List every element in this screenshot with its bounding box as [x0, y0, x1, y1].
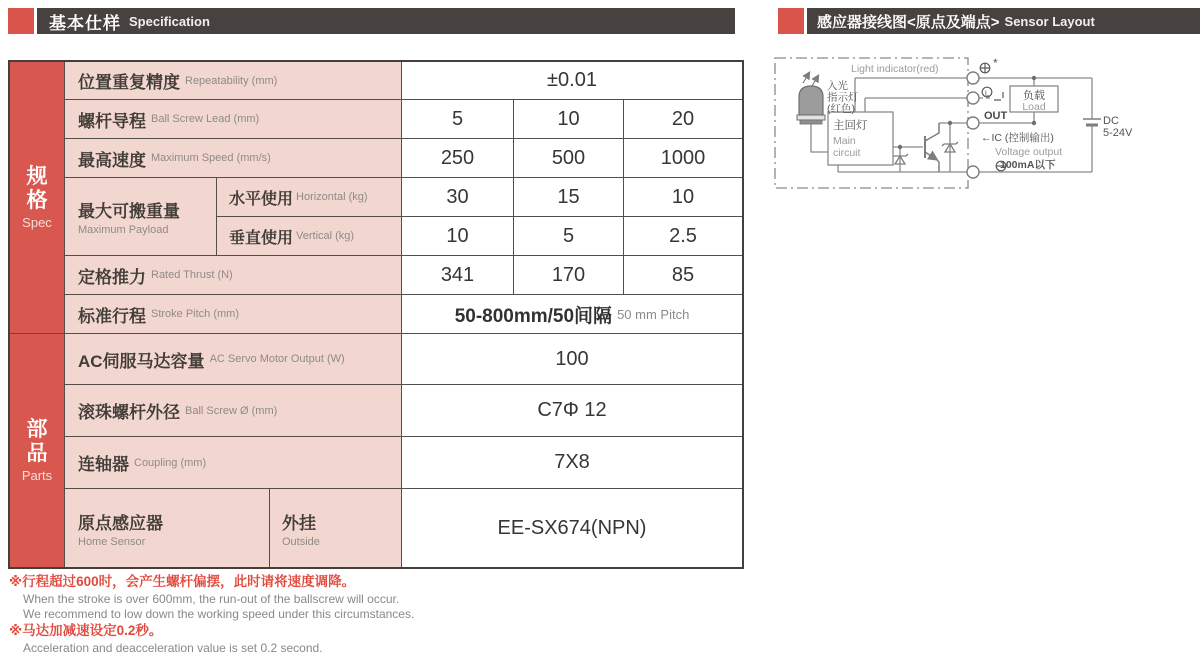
label-en: Repeatability (mm)	[185, 74, 278, 87]
row-coupling-value: 7X8	[402, 437, 742, 489]
in-light-label-3: (红色)	[827, 103, 855, 115]
stroke-value-main: 50-800mm/50间隔	[454, 305, 613, 327]
thrust-value-2: 170	[514, 256, 624, 295]
sensor-layout-title-en: Sensor Layout	[1004, 13, 1095, 29]
row-home-sensor-label	[65, 489, 402, 567]
note-accel-cn: ※马达加减速设定0.2秒。	[9, 623, 163, 639]
row-stroke-value	[402, 295, 742, 334]
transistor-symbol	[925, 123, 939, 172]
specification-table	[8, 60, 744, 569]
label-cn: 最高速度	[78, 150, 146, 170]
label-en: Coupling (mm)	[134, 456, 207, 469]
row-thrust-label	[65, 256, 402, 295]
label-cn: 原点感应器	[78, 513, 163, 533]
row-coupling-label	[65, 437, 402, 489]
in-light-label-1: 入光	[827, 80, 848, 92]
payload-horizontal-label	[217, 178, 402, 217]
label-cn: 位置重复精度	[78, 73, 180, 92]
payload-v-value-1: 10	[402, 217, 514, 256]
main-circuit-cn: 主回灯	[833, 120, 868, 132]
label-en: Rated Thrust (N)	[151, 269, 233, 281]
row-payload-label	[65, 178, 217, 256]
current-limit-label: 100mA以下	[1000, 159, 1056, 171]
thrust-value-1: 341	[402, 256, 514, 295]
payload-v-value-2: 5	[514, 217, 624, 256]
specification-title-cn: 基本仕样	[49, 13, 121, 33]
sensor-layout-title-cn: 感应器接线图<原点及端点>	[817, 13, 1000, 31]
note-stroke-cn: ※行程超过600时，会产生螺杆偏摆，此时请将速度调降。	[9, 574, 356, 589]
dc-label-2: 5-24V	[1103, 127, 1133, 139]
payload-v-value-3: 2.5	[624, 217, 742, 256]
label-en: Ball Screw Lead (mm)	[151, 113, 260, 125]
row-repeatability-label	[65, 62, 402, 100]
note-stroke-en-2: We recommend to low down the working speed under this circumstances.	[23, 607, 415, 622]
light-ray-arrows	[803, 73, 818, 86]
lead-value-2: 10	[514, 100, 624, 139]
stroke-value-sub: 50 mm Pitch	[617, 306, 690, 322]
accent-square-right	[778, 8, 804, 34]
main-circuit-en1: Main	[833, 135, 856, 147]
label-en: Horizontal (kg)	[296, 191, 368, 203]
led-indicator	[797, 73, 825, 124]
voltage-output-label: Voltage output	[995, 146, 1063, 158]
label-en: Maximum Speed (mm/s)	[151, 152, 271, 164]
row-screw-dia-label	[65, 385, 402, 437]
label-en: AC Servo Motor Output (W)	[209, 353, 345, 365]
load-label-en: Load	[1022, 101, 1046, 113]
label-cn: AC伺服马达容量	[78, 351, 205, 371]
row-servo-value: 100	[402, 334, 742, 385]
light-indicator-label: Light indicator(red)	[851, 63, 939, 75]
payload-h-value-2: 15	[514, 178, 624, 217]
accent-square-left	[8, 8, 34, 34]
terminal-circles	[967, 72, 979, 178]
ic-output-label: ←IC (控制输出)	[981, 132, 1054, 144]
payload-h-value-3: 10	[624, 178, 742, 217]
label-cn: 标准行程	[78, 306, 146, 326]
lead-value-3: 20	[624, 100, 742, 139]
specification-header-bar	[37, 8, 735, 34]
row-servo-label	[65, 334, 402, 385]
payload-h-value-1: 30	[402, 178, 514, 217]
thrust-value-3: 85	[624, 256, 742, 295]
l-terminal-letter: L	[984, 88, 990, 98]
section-spec-en: Spec	[22, 215, 52, 231]
battery-symbol	[1083, 119, 1101, 125]
home-sensor-label	[65, 489, 270, 567]
main-circuit-en2: circuit	[833, 147, 861, 159]
label-en: Ball Screw Ø (mm)	[185, 404, 278, 417]
note-stroke-en-1: When the stroke is over 600mm, the run-out of the ballscrew will occur.	[23, 591, 400, 606]
label-cn: 定格推力	[78, 267, 146, 287]
label-cn: 螺杆导程	[78, 111, 146, 131]
section-parts-cn: 部品	[26, 417, 48, 465]
lead-value-1: 5	[402, 100, 514, 139]
dc-label-1: DC	[1103, 115, 1119, 127]
label-en: Vertical (kg)	[296, 230, 355, 242]
load-label-cn: 负载	[1023, 90, 1045, 102]
label-cn: 垂直使用	[229, 229, 294, 247]
row-repeatability-value: ±0.01	[402, 62, 742, 100]
section-parts	[10, 334, 65, 567]
footnotes	[9, 574, 709, 657]
asterisk-label: *	[993, 56, 998, 70]
section-spec-cn: 规格	[26, 164, 48, 212]
in-light-label-2: 指示灯	[827, 91, 859, 104]
plus-terminal-symbol	[980, 63, 990, 73]
label-cn: 连轴器	[78, 455, 129, 474]
label-cn: 水平使用	[229, 190, 294, 208]
label-en: Home Sensor	[78, 535, 146, 548]
label-cn: 外挂	[282, 513, 316, 533]
sensor-wiring-diagram	[773, 52, 1200, 192]
speed-value-2: 500	[514, 139, 624, 178]
row-screw-dia-value: C7Φ 12	[402, 385, 742, 437]
label-en: Maximum Payload	[78, 224, 169, 236]
row-home-sensor-value: EE-SX674(NPN)	[402, 489, 742, 567]
label-en: Outside	[282, 535, 320, 548]
row-stroke-label	[65, 295, 402, 334]
label-cn: 滚珠螺杆外径	[78, 403, 180, 422]
row-lead-label	[65, 100, 402, 139]
note-accel-en: Acceleration and deacceleration value is set 0.2 second.	[23, 640, 323, 655]
section-spec	[10, 62, 65, 334]
section-parts-en: Parts	[21, 468, 53, 484]
specification-title-en: Specification	[129, 13, 210, 29]
speed-value-1: 250	[402, 139, 514, 178]
label-cn: 最大可搬重量	[78, 202, 180, 221]
speed-value-3: 1000	[624, 139, 742, 178]
home-sensor-mount	[270, 489, 401, 567]
payload-vertical-label	[217, 217, 402, 256]
label-en: Stroke Pitch (mm)	[151, 308, 240, 320]
sensor-layout-header-bar	[807, 8, 1200, 34]
row-speed-label	[65, 139, 402, 178]
out-label: OUT	[984, 110, 1008, 122]
